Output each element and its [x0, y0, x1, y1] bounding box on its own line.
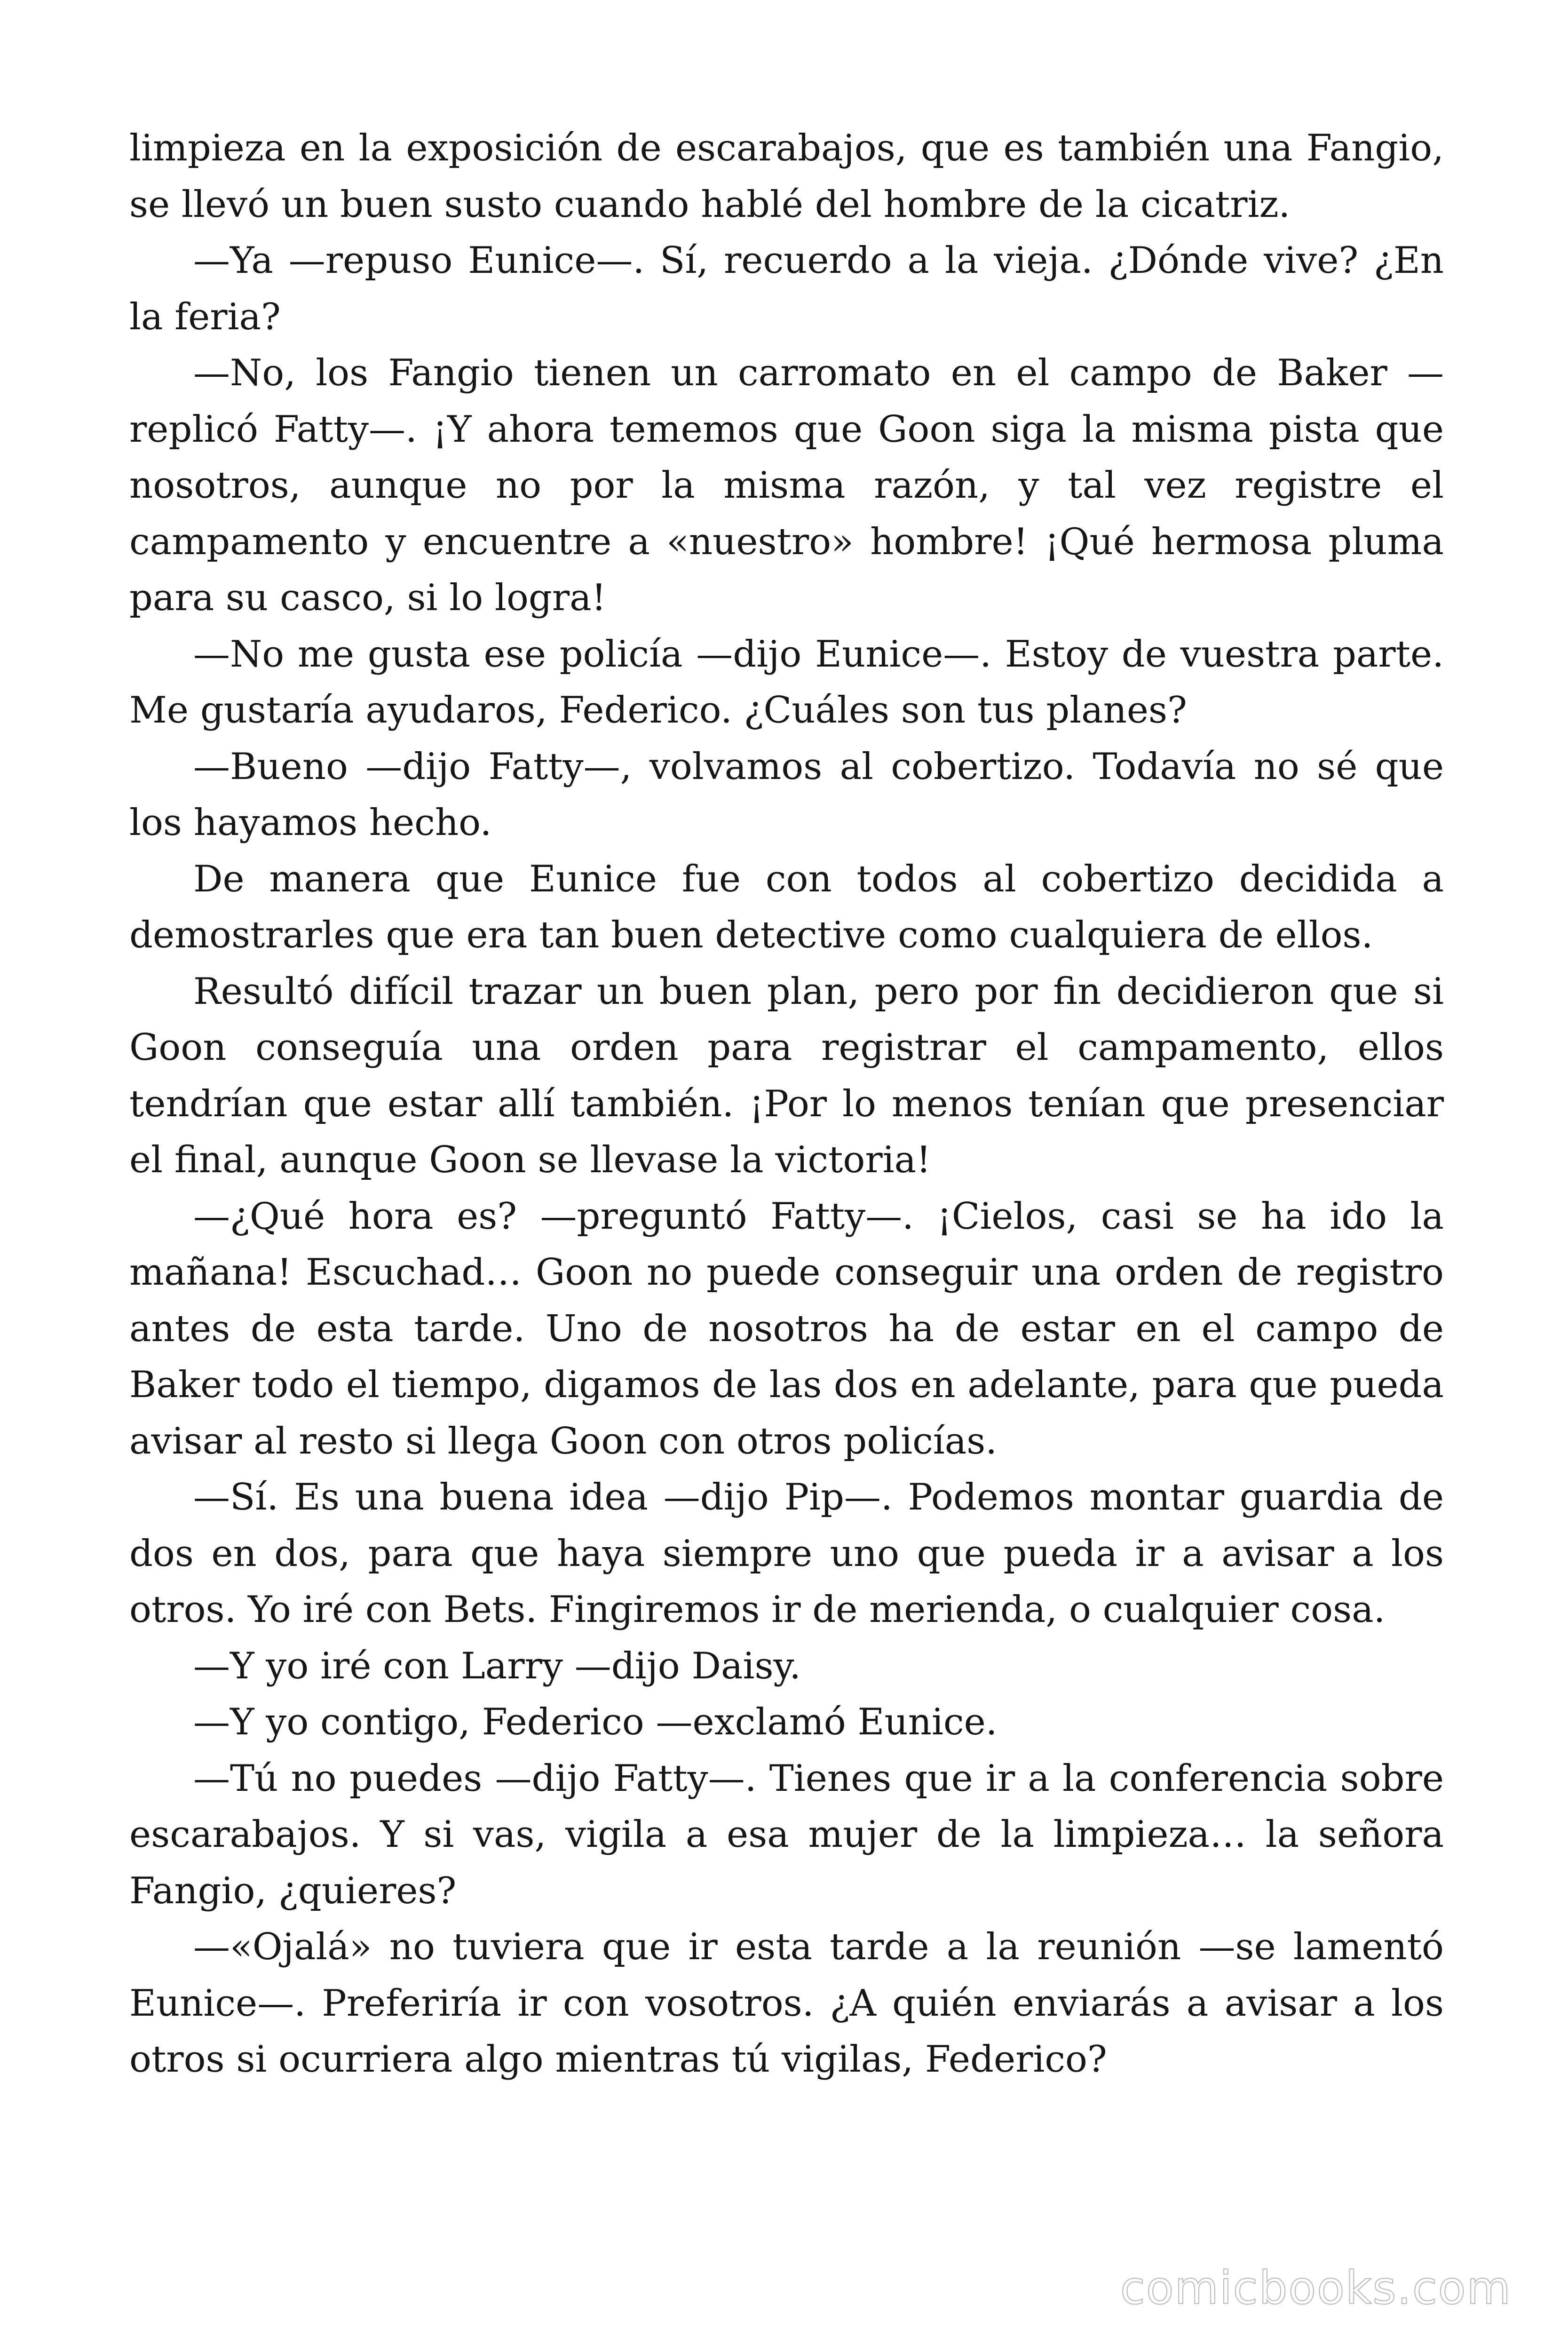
paragraph: —Sí. Es una buena idea —dijo Pip—. Podemos montar guardia de dos en dos, para que haya siempre uno que pueda ir a avisar a los otros. Yo iré con Bets. Fingiremos ir de merienda, o cualquier cosa.	[129, 1476, 1444, 1631]
paragraph: —Tú no puedes —dijo Fatty—. Tienes que ir a la conferencia sobre escarabajos. Y si vas, vigila a esa mujer de la limpieza… la señora Fangio, ¿quieres?	[129, 1757, 1444, 1912]
paragraph: —No me gusta ese policía —dijo Eunice—. Estoy de vuestra parte. Me gustaría ayudaros, Federico. ¿Cuáles son tus planes?	[129, 633, 1444, 731]
paragraph: —Bueno —dijo Fatty—, volvamos al cobertizo. Todavía no sé que los hayamos hecho.	[129, 745, 1444, 844]
paragraph: —Y yo contigo, Federico —exclamó Eunice.	[193, 1701, 998, 1743]
paragraph: Resultó difícil trazar un buen plan, pero por fin decidieron que si Goon conseguía una orden para registrar el campamento, ellos tendrían que estar allí también. ¡Por lo menos tenían que presenciar el final, aunque Goon se llevase la victoria!	[129, 970, 1444, 1181]
watermark: comicbooks.com	[1120, 2262, 1512, 2314]
paragraph: —Y yo iré con Larry —dijo Daisy.	[193, 1645, 801, 1687]
paragraph: —No, los Fangio tienen un carromato en el campo de Baker —replicó Fatty—. ¡Y ahora tememos que Goon siga la misma pista que nosotros, aunque no por la misma razón, y tal vez registre el campamento y encuentre a «nuestro» hombre! ¡Qué hermosa pluma para su casco, si lo logra!	[129, 352, 1444, 619]
paragraph: —Ya —repuso Eunice—. Sí, recuerdo a la vieja. ¿Dónde vive? ¿En la feria?	[129, 239, 1444, 338]
paragraph: limpieza en la exposición de escarabajos, que es también una Fangio, se llevó un buen susto cuando hablé del hombre de la cicatriz.	[129, 127, 1444, 226]
paragraph: —«Ojalá» no tuviera que ir esta tarde a la reunión —se lamentó Eunice—. Preferiría ir con vosotros. ¿A quién enviarás a avisar a los otros si ocurriera algo mientras tú vigilas, Federico?	[129, 1926, 1444, 2081]
paragraph: —¿Qué hora es? —preguntó Fatty—. ¡Cielos, casi se ha ido la mañana! Escuchad… Goon no puede conseguir una orden de registro antes de esta tarde. Uno de nosotros ha de estar en el campo de Baker todo el tiempo, digamos de las dos en adelante, para que pueda avisar al resto si llega Goon con otros policías.	[129, 1195, 1444, 1462]
page-text	[129, 120, 1444, 2088]
paragraph: De manera que Eunice fue con todos al cobertizo decidida a demostrarles que era tan buen detective como cualquiera de ellos.	[129, 858, 1444, 956]
